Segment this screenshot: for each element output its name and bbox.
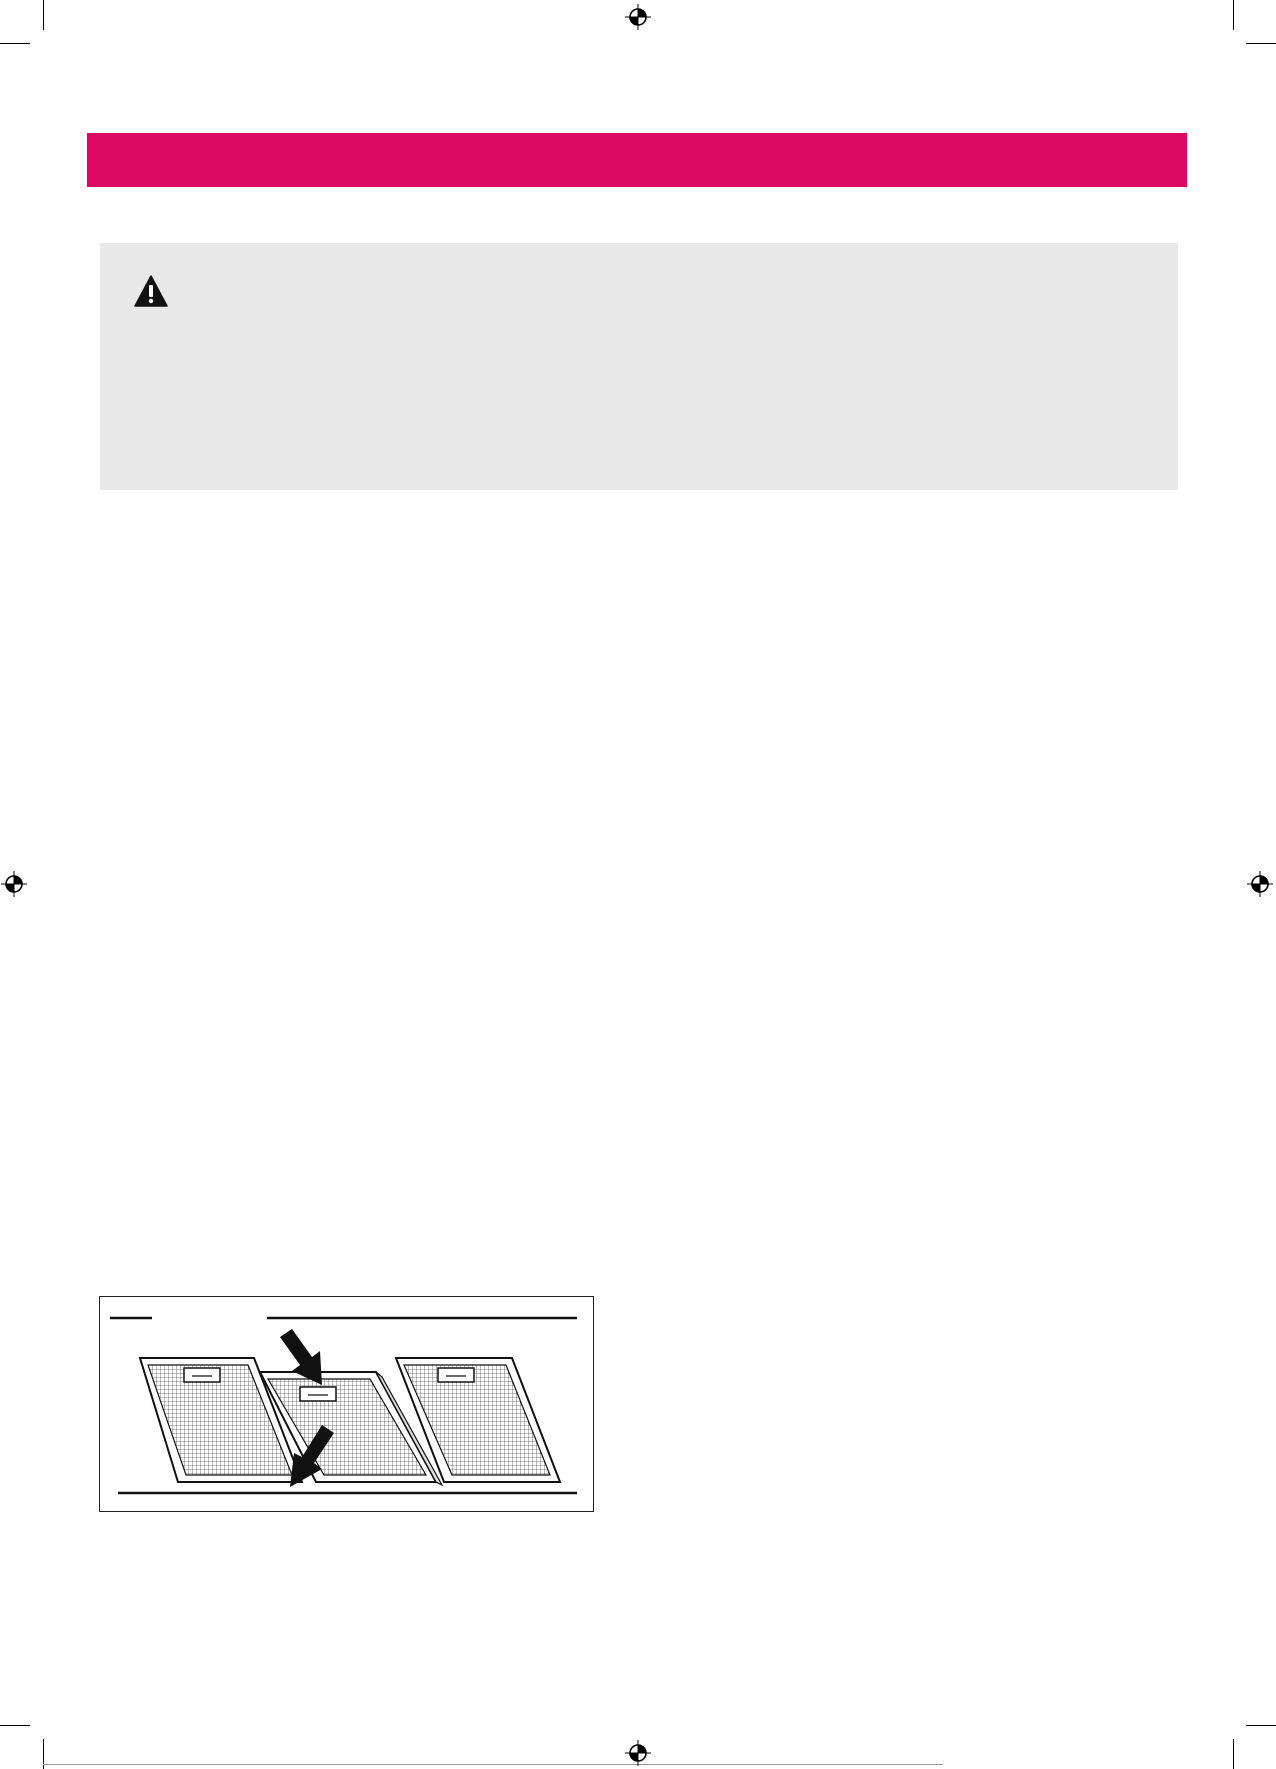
registration-mark-icon [1247,871,1273,897]
section-header-bar [87,133,1187,187]
filter-illustration [100,1297,593,1511]
bottom-slug-line [43,1764,943,1765]
crop-mark-top-left-v [43,0,44,30]
filter-removal-figure [99,1296,594,1512]
registration-mark-icon [625,1740,651,1766]
crop-mark-top-right-h [1246,43,1276,44]
registration-mark-icon [625,4,651,30]
crop-mark-top-right-v [1233,0,1234,30]
registration-mark-icon [1,871,27,897]
warning-triangle-icon [134,275,168,307]
crop-mark-bottom-left-h [0,1725,30,1726]
crop-mark-bottom-right-h [1246,1725,1276,1726]
crop-mark-top-left-h [0,43,30,44]
crop-mark-bottom-right-v [1233,1739,1234,1769]
warning-panel [100,243,1178,490]
